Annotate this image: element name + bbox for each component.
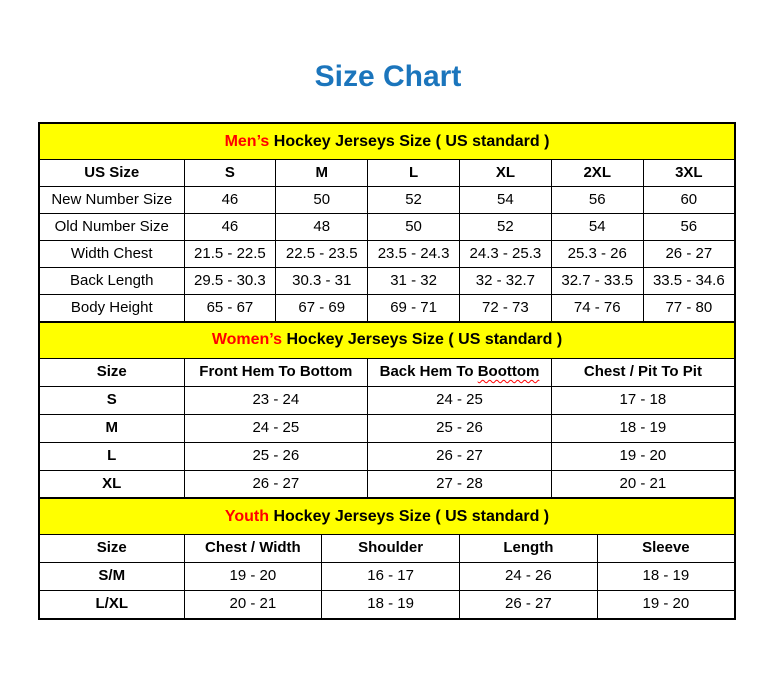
data-cell: 18 - 19	[322, 591, 460, 619]
back-hem-misspelled-word: Boottom	[477, 362, 540, 380]
mens-banner-highlight: Men’s	[224, 132, 270, 150]
mens-banner-cell	[39, 123, 735, 160]
data-cell: 77 - 80	[643, 295, 735, 322]
data-cell: 24.3 - 25.3	[459, 241, 551, 268]
data-cell: 50	[368, 214, 460, 241]
data-cell: 31 - 32	[368, 268, 460, 295]
data-cell: 19 - 20	[597, 591, 735, 619]
youth-header-sleeve: Sleeve	[597, 535, 735, 563]
data-cell: 69 - 71	[368, 295, 460, 322]
table-row	[39, 268, 735, 295]
mens-header-row	[39, 160, 735, 187]
mens-header-us-size: US Size	[39, 160, 184, 187]
row-label: L/XL	[39, 591, 184, 619]
data-cell: 17 - 18	[551, 386, 735, 414]
youth-header-row	[39, 535, 735, 563]
table-row	[39, 386, 735, 414]
data-cell: 25 - 26	[184, 442, 368, 470]
mens-size-table	[38, 122, 736, 323]
table-row	[39, 470, 735, 498]
mens-header-xl: XL	[459, 160, 551, 187]
table-row	[39, 442, 735, 470]
mens-header-s: S	[184, 160, 276, 187]
row-label: New Number Size	[39, 187, 184, 214]
womens-header-size: Size	[39, 358, 184, 386]
table-row	[39, 295, 735, 322]
row-label: S/M	[39, 563, 184, 591]
row-label: Width Chest	[39, 241, 184, 268]
youth-header-shoulder: Shoulder	[322, 535, 460, 563]
womens-banner-highlight: Women’s	[211, 331, 283, 349]
youth-size-table	[38, 497, 736, 620]
size-chart	[38, 122, 736, 620]
mens-banner-text: Hockey Jerseys Size ( US standard )	[269, 132, 550, 150]
womens-header-row	[39, 358, 735, 386]
mens-header-m: M	[276, 160, 368, 187]
womens-banner-text: Hockey Jerseys Size ( US standard )	[282, 331, 563, 349]
womens-header-front-hem: Front Hem To Bottom	[184, 358, 368, 386]
youth-banner-highlight: Youth	[224, 507, 269, 525]
data-cell: 50	[276, 187, 368, 214]
data-cell: 18 - 19	[551, 414, 735, 442]
row-label: Back Length	[39, 268, 184, 295]
youth-header-length: Length	[460, 535, 598, 563]
mens-header-l: L	[368, 160, 460, 187]
data-cell: 48	[276, 214, 368, 241]
mens-header-2xl: 2XL	[551, 160, 643, 187]
womens-header-back-hem	[368, 358, 552, 386]
row-label: L	[39, 442, 184, 470]
mens-header-3xl: 3XL	[643, 160, 735, 187]
womens-banner	[39, 322, 735, 359]
back-hem-prefix: Back Hem To	[379, 362, 478, 380]
youth-banner-cell	[39, 498, 735, 535]
data-cell: 72 - 73	[459, 295, 551, 322]
womens-size-table	[38, 321, 736, 500]
data-cell: 26 - 27	[460, 591, 598, 619]
data-cell: 26 - 27	[184, 470, 368, 498]
data-cell: 56	[551, 187, 643, 214]
data-cell: 29.5 - 30.3	[184, 268, 276, 295]
data-cell: 19 - 20	[184, 563, 322, 591]
data-cell: 74 - 76	[551, 295, 643, 322]
data-cell: 25.3 - 26	[551, 241, 643, 268]
data-cell: 32 - 32.7	[459, 268, 551, 295]
table-row	[39, 591, 735, 619]
row-label: S	[39, 386, 184, 414]
data-cell: 24 - 25	[184, 414, 368, 442]
data-cell: 16 - 17	[322, 563, 460, 591]
data-cell: 46	[184, 187, 276, 214]
data-cell: 27 - 28	[368, 470, 552, 498]
data-cell: 52	[459, 214, 551, 241]
data-cell: 20 - 21	[551, 470, 735, 498]
data-cell: 26 - 27	[368, 442, 552, 470]
data-cell: 54	[551, 214, 643, 241]
youth-header-chest-width: Chest / Width	[184, 535, 322, 563]
data-cell: 26 - 27	[643, 241, 735, 268]
youth-banner-text: Hockey Jerseys Size ( US standard )	[269, 507, 550, 525]
data-cell: 30.3 - 31	[276, 268, 368, 295]
data-cell: 20 - 21	[184, 591, 322, 619]
data-cell: 32.7 - 33.5	[551, 268, 643, 295]
data-cell: 65 - 67	[184, 295, 276, 322]
data-cell: 60	[643, 187, 735, 214]
data-cell: 24 - 26	[460, 563, 598, 591]
mens-banner	[39, 123, 735, 160]
data-cell: 18 - 19	[597, 563, 735, 591]
data-cell: 24 - 25	[368, 386, 552, 414]
table-row	[39, 414, 735, 442]
data-cell: 46	[184, 214, 276, 241]
data-cell: 21.5 - 22.5	[184, 241, 276, 268]
data-cell: 22.5 - 23.5	[276, 241, 368, 268]
data-cell: 25 - 26	[368, 414, 552, 442]
data-cell: 56	[643, 214, 735, 241]
data-cell: 19 - 20	[551, 442, 735, 470]
table-row	[39, 563, 735, 591]
data-cell: 33.5 - 34.6	[643, 268, 735, 295]
data-cell: 23 - 24	[184, 386, 368, 414]
table-row	[39, 214, 735, 241]
table-row	[39, 241, 735, 268]
data-cell: 54	[459, 187, 551, 214]
row-label: XL	[39, 470, 184, 498]
womens-header-chest: Chest / Pit To Pit	[551, 358, 735, 386]
page-title: Size Chart	[314, 60, 462, 93]
youth-banner	[39, 498, 735, 535]
womens-banner-cell	[39, 322, 735, 359]
data-cell: 67 - 69	[276, 295, 368, 322]
data-cell: 52	[368, 187, 460, 214]
data-cell: 23.5 - 24.3	[368, 241, 460, 268]
row-label: M	[39, 414, 184, 442]
youth-header-size: Size	[39, 535, 184, 563]
table-row	[39, 187, 735, 214]
row-label: Old Number Size	[39, 214, 184, 241]
row-label: Body Height	[39, 295, 184, 322]
